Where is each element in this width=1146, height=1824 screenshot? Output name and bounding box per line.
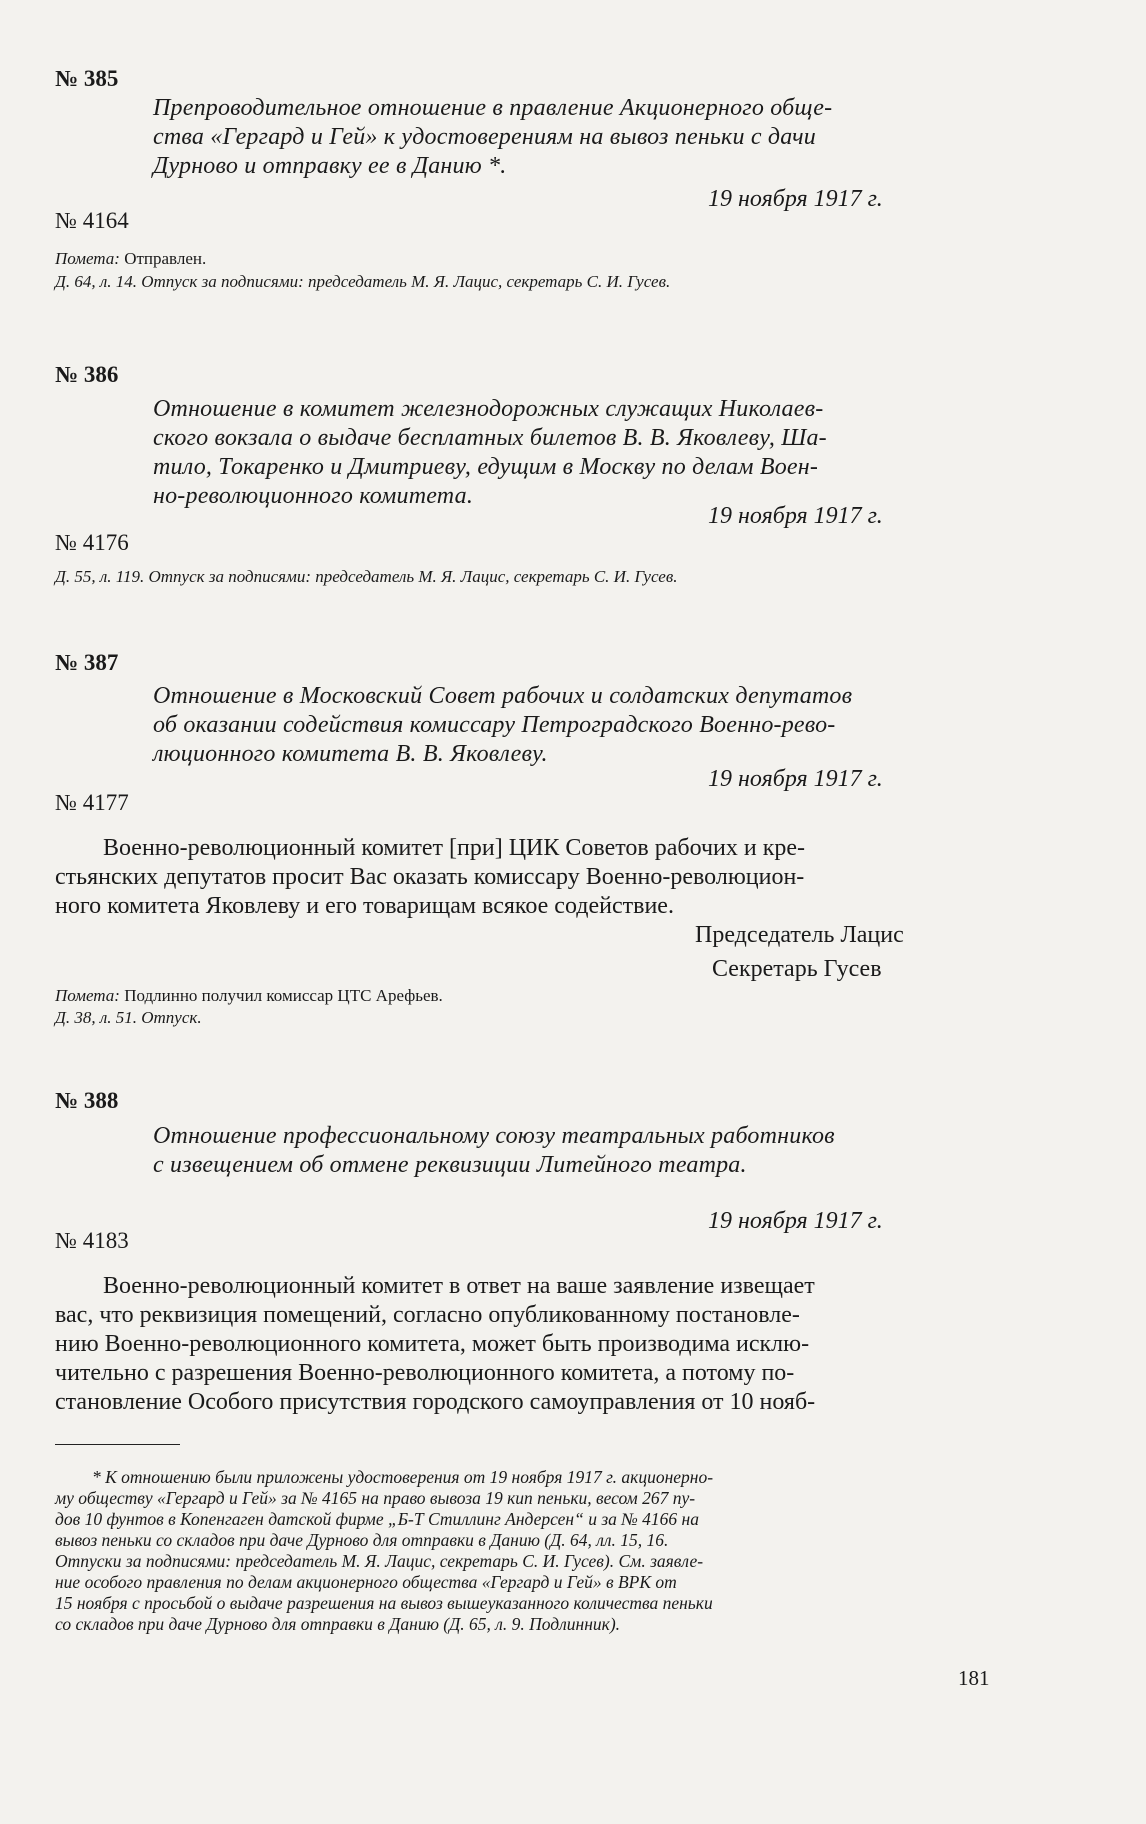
footnote-line-7: 15 ноября с просьбой о выдаче разрешения на вывоз вышеуказанного количества пеньки: [55, 1593, 713, 1613]
doc-388-reg-number: № 4183: [55, 1228, 129, 1253]
doc-387-number: № 387: [55, 650, 119, 675]
doc-387-title-line-1: Отношение в Московский Совет рабочих и солдатских депутатов: [153, 683, 853, 709]
doc-388-title-line-1: Отношение профессиональному союзу театральных работников: [153, 1123, 835, 1149]
doc-385-archive: Д. 64, л. 14. Отпуск за подписями: председатель М. Я. Лацис, секретарь С. И. Гусев.: [55, 272, 671, 291]
doc-388-body-line-4: чительно с разрешения Военно-революционного комитета, а потому по-: [55, 1360, 795, 1386]
doc-386-number: № 386: [55, 362, 119, 387]
doc-385-mark-label: Помета:: [55, 249, 120, 268]
doc-385-number: № 385: [55, 66, 119, 91]
doc-386-date: 19 ноября 1917 г.: [708, 503, 883, 529]
doc-386-archive: Д. 55, л. 119. Отпуск за подписями: председатель М. Я. Лацис, секретарь С. И. Гусев.: [55, 567, 678, 586]
doc-385-title-line-2: ства «Гергард и Гей» к удостоверениям на вывоз пеньки с дачи: [153, 124, 816, 150]
doc-387-body-line-3: ного комитета Яковлеву и его товарищам всякое содействие.: [55, 893, 674, 919]
footnote-rule: [55, 1444, 180, 1445]
doc-386-title-line-4: но-революционного комитета.: [153, 483, 474, 509]
doc-387-mark-label: Помета:: [55, 986, 120, 1005]
doc-388-body-line-1: Военно-революционный комитет в ответ на ваше заявление извещает: [103, 1273, 815, 1299]
doc-387-mark: [55, 985, 443, 1007]
doc-387-archive: Д. 38, л. 51. Отпуск.: [55, 1008, 202, 1027]
footnote-line-6: ние особого правления по делам акционерного общества «Гергард и Гей» в ВРК от: [55, 1572, 677, 1592]
page-number: 181: [958, 1666, 990, 1690]
doc-387-mark-text: Подлинно получил комиссар ЦТС Арефьев.: [124, 986, 443, 1005]
doc-386-title-line-2: ского вокзала о выдаче бесплатных билетов В. В. Яковлеву, Ша-: [153, 425, 827, 451]
doc-387-signature-chairman: Председатель Лацис: [695, 922, 904, 948]
doc-388-body-line-2: вас, что реквизиция помещений, согласно опубликованному постановле-: [55, 1302, 800, 1328]
doc-385-mark-text: Отправлен.: [124, 249, 207, 268]
doc-388-body-line-3: нию Военно-революционного комитета, может быть производима исклю-: [55, 1331, 810, 1357]
footnote-line-3: дов 10 фунтов в Копенгаген датской фирме „Б-Т Стиллинг Андерсен“ и за № 4166 на: [55, 1509, 699, 1529]
doc-387-title-line-3: люционного комитета В. В. Яковлеву.: [153, 741, 548, 767]
footnote-line-2: му обществу «Гергард и Гей» за № 4165 на право вывоза 19 кип пеньки, весом 267 пу-: [55, 1488, 696, 1508]
doc-385-reg-number: № 4164: [55, 208, 129, 233]
footnote-line-4: вывоз пеньки со складов при даче Дурново для отправки в Данию (Д. 64, лл. 15, 16.: [55, 1530, 669, 1550]
doc-387-signature-secretary: Секретарь Гусев: [712, 956, 882, 982]
doc-388-number: № 388: [55, 1088, 119, 1113]
footnote-line-1: * К отношению были приложены удостоверения от 19 ноября 1917 г. акционерно-: [92, 1467, 714, 1487]
doc-388-title-line-2: с извещением об отмене реквизиции Литейного театра.: [153, 1152, 747, 1178]
doc-385-title-line-1: Препроводительное отношение в правление Акционерного обще-: [153, 95, 833, 121]
doc-386-reg-number: № 4176: [55, 530, 129, 555]
doc-386-title-line-3: тило, Токаренко и Дмитриеву, едущим в Москву по делам Воен-: [153, 454, 819, 480]
doc-388-body-line-5: становление Особого присутствия городского самоуправления от 10 нояб-: [55, 1389, 816, 1415]
doc-387-date: 19 ноября 1917 г.: [708, 766, 883, 792]
doc-387-body-line-2: стьянских депутатов просит Вас оказать комиссару Военно-революцион-: [55, 864, 805, 890]
doc-385-mark: [55, 248, 206, 270]
doc-387-reg-number: № 4177: [55, 790, 129, 815]
doc-387-body-line-1: Военно-революционный комитет [при] ЦИК Советов рабочих и кре-: [103, 835, 806, 861]
doc-385-date: 19 ноября 1917 г.: [708, 186, 883, 212]
doc-385-title-line-3: Дурново и отправку ее в Данию *.: [153, 153, 507, 179]
doc-388-date: 19 ноября 1917 г.: [708, 1208, 883, 1234]
doc-387-title-line-2: об оказании содействия комиссару Петроградского Военно-рево-: [153, 712, 836, 738]
doc-386-title-line-1: Отношение в комитет железнодорожных служащих Николаев-: [153, 396, 824, 422]
footnote-line-5: Отпуски за подписями: председатель М. Я. Лацис, секретарь С. И. Гусев). См. заявле-: [55, 1551, 704, 1571]
footnote-line-8: со складов при даче Дурново для отправки в Данию (Д. 65, л. 9. Подлинник).: [55, 1614, 621, 1634]
